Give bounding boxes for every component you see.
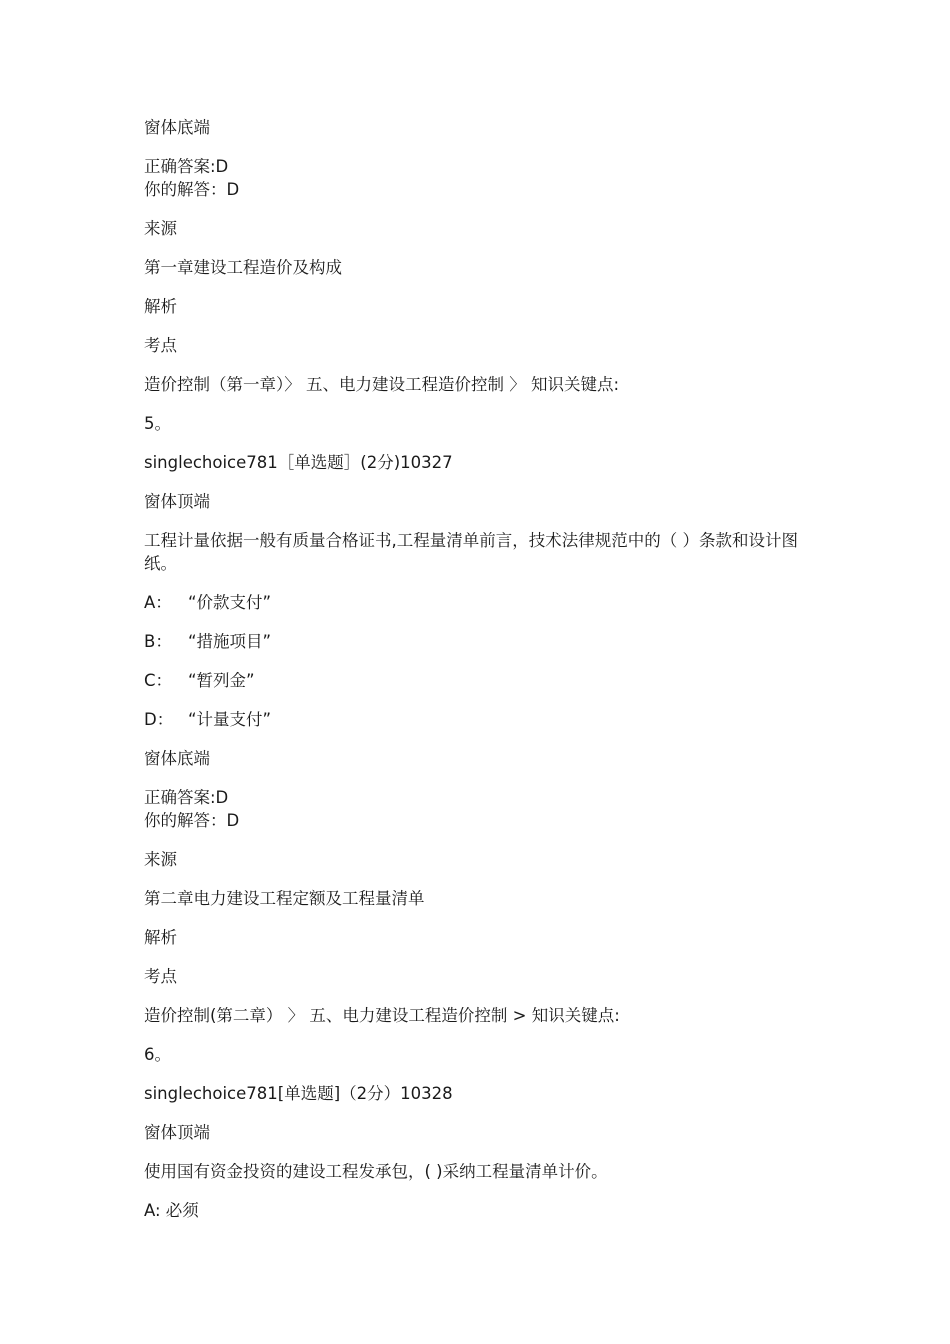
option-a[interactable]: A: 必须	[144, 1201, 199, 1220]
question-text: 工程计量依据一般有质量合格证书,工程量清单前言，技术法律规范中的（ ）条款和设计图纸。	[144, 531, 798, 573]
option-c-label: C：	[144, 671, 173, 690]
option-c-text: “暂列金”	[188, 671, 255, 690]
question-number: 6。	[144, 1045, 171, 1064]
option-a-text: “价款支付”	[188, 593, 272, 612]
option-b[interactable]	[144, 630, 814, 653]
option-d[interactable]	[144, 708, 814, 731]
document-content	[144, 116, 814, 1238]
correct-answer: 正确答案:D	[144, 157, 229, 176]
form-bottom-marker: 窗体底端	[144, 749, 210, 768]
form-top-marker: 窗体顶端	[144, 1123, 210, 1142]
analysis-label: 解析	[144, 928, 177, 947]
analysis-label: 解析	[144, 297, 177, 316]
option-a-label: A：	[144, 593, 172, 612]
source-label: 来源	[144, 850, 177, 869]
your-answer: 你的解答：D	[144, 811, 240, 830]
knowledge-path: 造价控制（第一章）〉 五、电力建设工程造价控制 〉 知识关键点:	[144, 375, 620, 394]
form-top-marker: 窗体顶端	[144, 492, 210, 511]
knowledge-path: 造价控制(第二章） 〉 五、电力建设工程造价控制 > 知识关键点:	[144, 1006, 620, 1025]
correct-answer: 正确答案:D	[144, 788, 229, 807]
option-b-text: “措施项目”	[188, 632, 272, 651]
question-meta: singlechoice781［单选题］(2分)10327	[144, 453, 453, 472]
source-chapter: 第一章建设工程造价及构成	[144, 258, 342, 277]
option-a[interactable]	[144, 591, 814, 614]
source-label: 来源	[144, 219, 177, 238]
option-c[interactable]	[144, 669, 814, 692]
option-d-label: D：	[144, 710, 174, 729]
question-number: 5。	[144, 414, 171, 433]
form-bottom-marker: 窗体底端	[144, 118, 210, 137]
question-text: 使用国有资金投资的建设工程发承包，( )采纳工程量清单计价。	[144, 1162, 608, 1181]
option-b-label: B：	[144, 632, 172, 651]
kaodian-label: 考点	[144, 336, 177, 355]
source-chapter: 第二章电力建设工程定额及工程量清单	[144, 889, 425, 908]
your-answer: 你的解答：D	[144, 180, 240, 199]
kaodian-label: 考点	[144, 967, 177, 986]
option-d-text: “计量支付”	[188, 710, 272, 729]
question-meta: singlechoice781[单选题]（2分）10328	[144, 1084, 453, 1103]
